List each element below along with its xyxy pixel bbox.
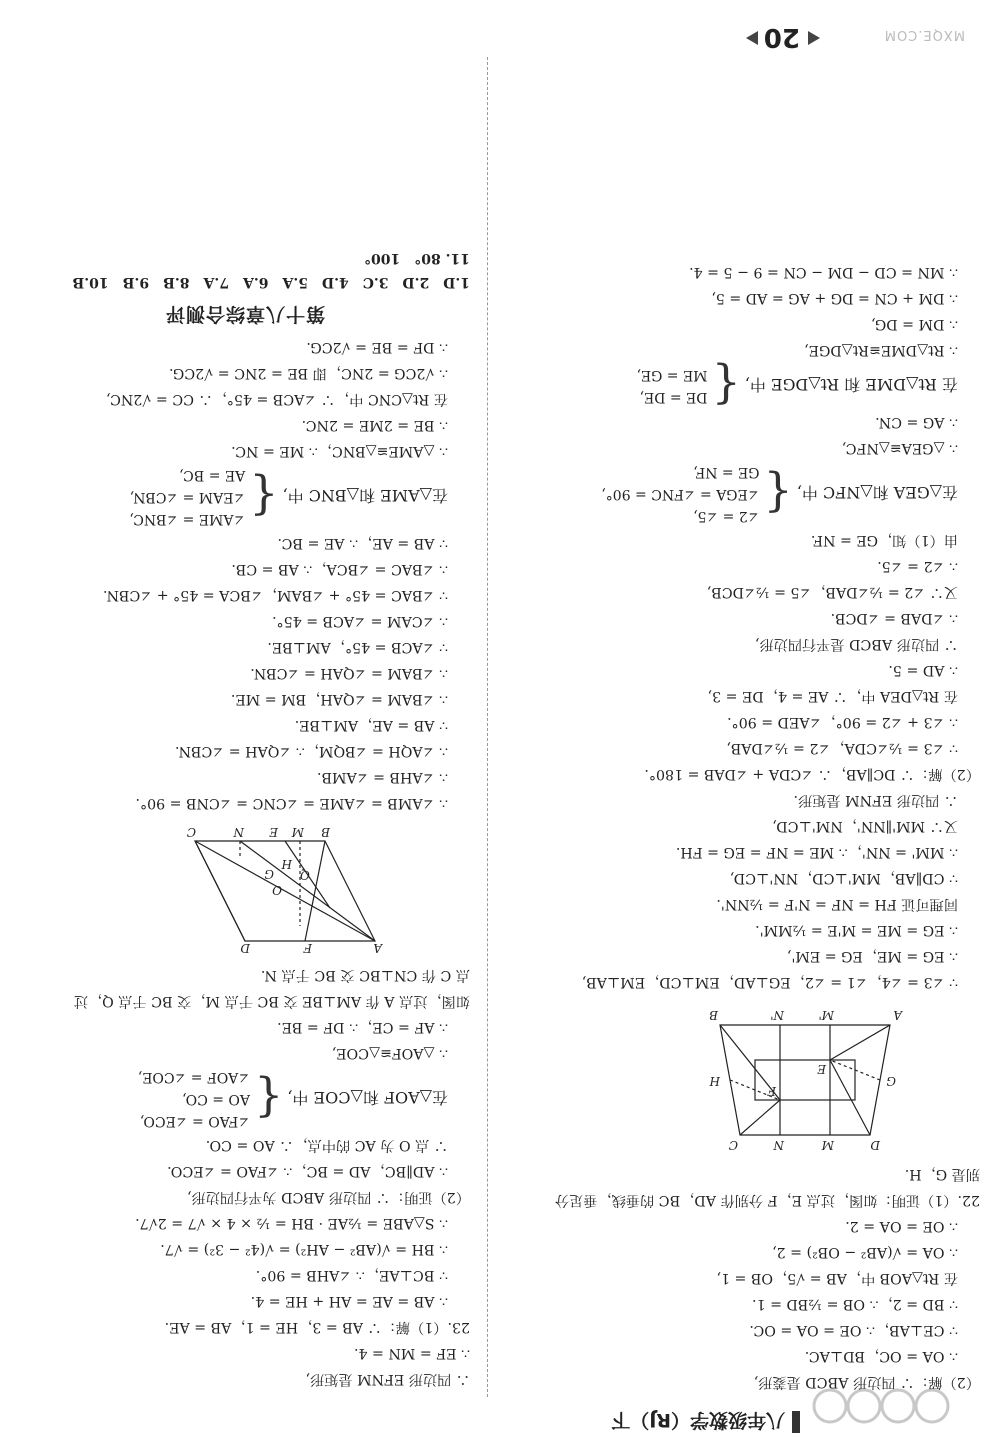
solution-line: ∴ ∠AHB = ∠AMB. (317, 769, 448, 785)
brace-condition: DE = DE, (639, 389, 708, 405)
geometry-figure-parallelogram-efnm (525, 1001, 910, 1155)
solution-line: ∴ ∠AQH = ∠BQM，∴ ∠QAH = ∠CBN. (174, 743, 448, 759)
solution-line: ∴ 四边形 EFNM 是矩形, (305, 1371, 470, 1387)
brace-lead: 在△AME 和△BNC 中, (282, 486, 448, 506)
condition-brace-block (20, 1066, 470, 1132)
solution-line: 如图，过点 A 作 AM⊥BE 交 BC 于点 M，交 BC 于点 Q，过 (73, 993, 470, 1009)
figure-label: B (709, 1008, 718, 1022)
brace-condition: ME = GE, (636, 367, 708, 383)
solution-line: ∴ AD∥BC，AD = BC，∴ ∠FAO = ∠ECO. (167, 1163, 448, 1179)
figure-label: H (281, 857, 292, 871)
condition-brace-block (525, 359, 980, 413)
figure-label: F (767, 1084, 776, 1098)
solution-line: ∵ CD∥AB，MM'⊥CD，NN'⊥CD, (729, 870, 958, 886)
solution-line: 又∵ MM'∥NN'，NM'⊥CD, (772, 818, 958, 834)
brace-icon: { (254, 1072, 284, 1126)
brace-lead: 在△GEA 和△NFC 中, (796, 483, 958, 503)
solution-line: ∴ ∠BAM = ∠QAH，BM = ME. (230, 691, 448, 707)
figure-label: E (817, 1062, 826, 1076)
solution-line: 在 Rt△DEA 中，∵ AE = 4，DE = 3, (707, 688, 958, 704)
brace-condition: AO = CO, (181, 1091, 251, 1107)
page-number: 20 (763, 22, 800, 52)
watermark-url: MXQE.COM (883, 27, 965, 42)
solution-line: 又∵ ∠2 = ½∠DAB，∠5 = ½∠DCB, (706, 584, 958, 600)
brace-condition: ∠EAM = ∠CBN, (129, 489, 246, 505)
figure-label: A (893, 1008, 902, 1022)
solution-line: ∴ △GEA≌△NFC, (841, 440, 958, 456)
solution-line: ∴ BH = √(AB² − AH²) = √(4² − 3²) = √7. (160, 1241, 448, 1257)
figure-label: H (709, 1074, 720, 1088)
solution-line: （2）证明：∵ 四边形 ABCD 为平行四边形, (186, 1189, 470, 1205)
left-column (20, 246, 470, 1392)
figure-label: N (233, 826, 244, 839)
solution-line: ∴ DF = BE = √2CG. (306, 339, 448, 355)
answer-line: 11. 80° 100° (364, 250, 470, 266)
condition-brace-block (20, 464, 470, 530)
header-bar-mark (792, 1411, 800, 1433)
figure-label: C (728, 1138, 738, 1152)
brace-icon: { (763, 467, 793, 521)
condition-brace-block (525, 461, 980, 527)
solution-line: 由（1）知，GE = NF. (810, 532, 958, 548)
brace-condition: GE = NF, (693, 464, 760, 480)
solution-line: ∴ ∠CAM = ∠ACB = 45°. (272, 613, 448, 629)
brace-condition: ∠AME = ∠BNC, (129, 511, 246, 527)
brace-lead: 在△AOF 和△COE 中, (287, 1088, 448, 1108)
book-title: 八年级数学（RJ）下 (611, 1409, 785, 1431)
solution-line: 点 C 作 CN⊥BC 交 BC 于点 N. (260, 967, 470, 983)
figure-label: M (821, 1138, 834, 1152)
solution-line: ∵ ∠3 = ∠4，∠1 = ∠2，EG⊥AD，EM⊥CD，EM⊥AB, (581, 974, 958, 990)
figure-label: Q (300, 868, 310, 882)
section-title: 第十八章综合测评 (165, 303, 326, 325)
figure-label: G (886, 1074, 896, 1088)
figure-label: E (269, 826, 278, 839)
solution-line: ∴ OA = √(AB² − OB²) = 2, (772, 1244, 958, 1260)
solution-line: ∴ BE = 2ME = 2NC. (301, 417, 448, 433)
figure-label: O (272, 883, 282, 897)
solution-line: ∵ ∠BAC = 45° + ∠BAM，∠BCA = 45° + ∠CBN. (102, 587, 448, 603)
brace-condition: ∠2 = ∠5, (693, 508, 760, 524)
brace-condition: ∠EGA = ∠FNC = 90°, (601, 486, 760, 502)
solution-line: ∴ ∠2 = ∠5. (877, 558, 958, 574)
solution-line: 在 Rt△AOB 中，AB = √5，OB = 1, (716, 1270, 958, 1286)
brace-condition: ∠AOF = ∠COE, (137, 1069, 251, 1085)
solution-line: ∴ AD = 5. (888, 662, 958, 678)
solution-line: ∵ CE⊥AB，∴ OE = OA = OC. (749, 1322, 958, 1338)
brace-condition: ∠FAO = ∠ECO, (139, 1113, 251, 1129)
solution-line: ∴ △AOF≌△COE, (331, 1045, 448, 1061)
solution-line: （2）解：∵ 四边形 ABCD 是菱形, (753, 1374, 980, 1390)
answer-line: 1.D 2.D 3.C 4.D 5.A 6.A 7.A 8.B 9.B 10.B (72, 274, 470, 290)
solution-line: ∵ AB = AE，∴ AE = BC. (277, 535, 448, 551)
figure-label: C (186, 826, 196, 839)
solution-line: ∴ S△ABE = ½AE · BH = ½ × 4 × √7 = 2√7. (135, 1215, 448, 1231)
figure-label: M' (818, 1008, 834, 1022)
solution-line: ∴ MN = CD − DM − CN = 9 − 5 = 4. (689, 264, 958, 280)
solution-line: ∴ DM = DG, (870, 316, 958, 332)
right-column (525, 259, 980, 1395)
solution-line: ∴ EF = MN = 4. (353, 1345, 470, 1361)
solution-line: ∴ OA = OC，BD⊥AC. (804, 1348, 958, 1364)
solution-line: ∴ ∠BAC = ∠BCA，∴ AB = CB. (231, 561, 448, 577)
solution-line: ∵ 点 O 为 AC 的中点，∴ AO = CO. (205, 1137, 448, 1153)
page-header (20, 1405, 980, 1435)
solution-line: ∵ ∠3 = ½∠CDA，∠2 = ½∠DAB, (726, 740, 958, 756)
solution-line: ∴ EG = ME = M'E = ½MM'. (755, 922, 958, 938)
solution-line: ∴ AF = CE，∴ DF = BE. (277, 1019, 448, 1035)
triangle-right-icon (746, 31, 758, 45)
solution-line: ∴ Rt△DME≌Rt△DGE, (804, 342, 958, 358)
solution-line: ∵ BD = 2，∴ OB = ½BD = 1. (752, 1296, 958, 1312)
solution-line: 22.（1）证明：如图，过点 E，F 分别作 AD，BC 的垂线，垂足分 (554, 1192, 980, 1208)
brace-lead: 在 Rt△DME 和 Rt△DGE 中, (744, 375, 958, 395)
solution-line: ∴ ∠DAB = ∠DCB. (830, 610, 958, 626)
solution-line: ∴ ∠BAM = ∠QAH = ∠CBN. (250, 665, 448, 681)
brace-condition: AE = BC, (179, 467, 246, 483)
solution-line: ∴ DM + CN = DG + AG = AD = 5, (711, 290, 958, 306)
solution-line: 23.（1）解：∵ AB = 3，HE = 1，AB = AE. (164, 1319, 470, 1335)
solution-line: ∴ AB = AE = AH + HE = 4. (250, 1293, 448, 1309)
column-divider (487, 57, 488, 1397)
solution-line: ∵ BC⊥AE，∴ ∠AHB = 90°. (255, 1267, 448, 1283)
figure-label: G (264, 867, 274, 881)
solution-line: ∵ AB = AE，AM⊥BE. (294, 717, 448, 733)
solution-line: ∴ ∠3 + ∠2 = 90°，∠AED = 90°. (727, 714, 958, 730)
solution-line: 别是 G，H. (904, 1166, 980, 1182)
page-number-box (744, 24, 820, 52)
solution-line: 同理可证 FH = NF = N'F = ½NN'. (716, 896, 958, 912)
solution-line: ∵ ∠ACB = 45°，AM⊥BE. (267, 639, 448, 655)
triangle-left-icon (808, 31, 820, 45)
solution-line: 在 Rt△CNC 中，∵ ∠ACB = 45°，∴ CC = √2NC, (105, 391, 448, 407)
figure-label: F (303, 941, 312, 955)
solution-line: ∴ △AME≌△BNC，∴ ME = NC. (231, 443, 448, 459)
figure-label: B (321, 826, 330, 839)
figure-label: A (373, 941, 382, 955)
figure-label: N (773, 1138, 784, 1152)
figure-label: D (870, 1138, 880, 1152)
solution-line: ∴ ∠AMB = ∠AME = ∠CNC = ∠CNB = 90°. (135, 795, 448, 811)
solution-line: ∴ EG = ME，EG = EM', (786, 948, 958, 964)
solution-line: ∵ 四边形 ABCD 是平行四边形, (754, 636, 958, 652)
brace-icon: { (249, 470, 279, 524)
solution-line: （2）解：∵ DC∥AB，∴ ∠CDA + ∠DAB = 180°. (644, 766, 980, 782)
solution-line: ∴ √2CG = 2NC，即 BE = 2NC = √2CG. (168, 365, 448, 381)
brace-icon: { (711, 359, 741, 413)
solution-line: ∴ AG = CN. (875, 414, 958, 430)
solution-line: ∴ MM' = NN'，∴ ME = NF = EG = FH. (675, 844, 958, 860)
solution-line: ∴ OE = OA = 2. (845, 1218, 958, 1234)
figure-label: M (291, 826, 304, 839)
geometry-figure-parallelogram (20, 822, 400, 956)
figure-label: D (240, 941, 250, 955)
solution-line: ∴ 四边形 EFNM 是矩形. (793, 792, 958, 808)
figure-label: N' (770, 1008, 784, 1022)
